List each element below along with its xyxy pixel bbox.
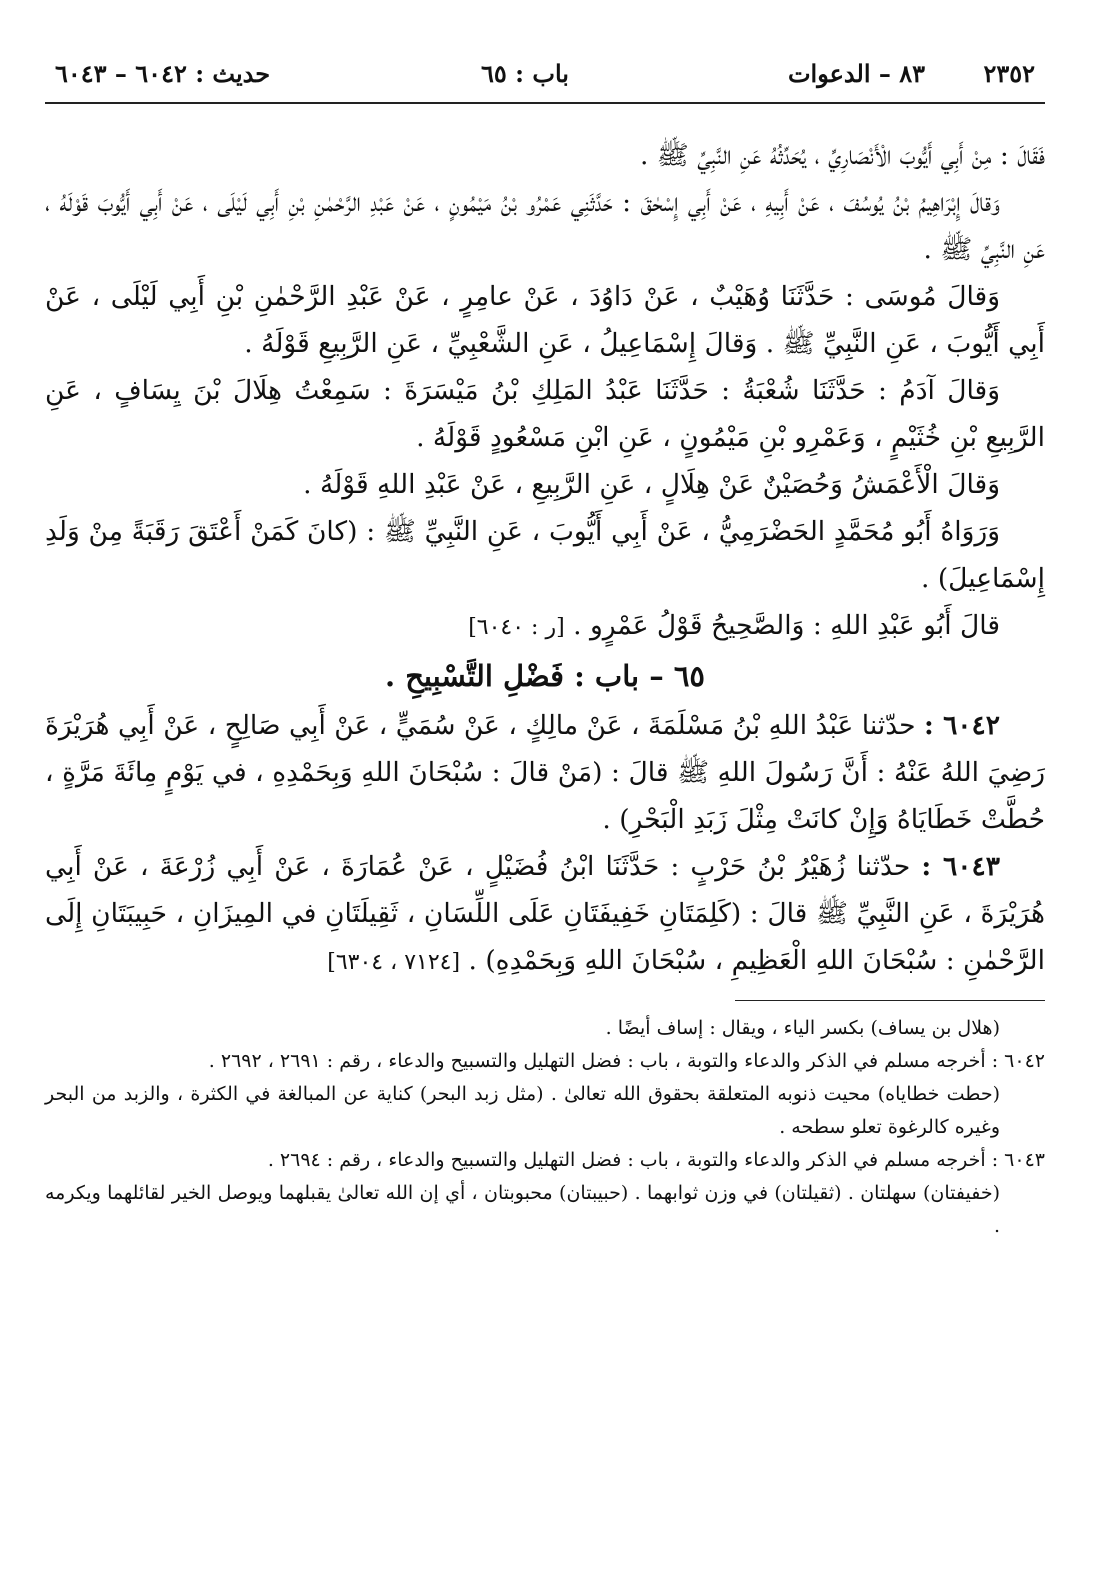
paragraph: فَقَالَ : مِنْ أَبِي أَيُّوبَ الْأَنْصَارِيِّ ، يُحَدِّثُهُ عَنِ النَّبِيِّ ﷺ . xyxy=(639,140,1045,171)
hadith-text: حدّثنا زُهَيْرُ بْنُ حَرْبٍ : حَدَّثَنَا ابْنُ فُضَيْلٍ ، عَنْ عُمَارَةَ ، عَنْ أَبِي زُرْعَةَ ، عَنْ أَبِي هُرَيْرَةَ ، عَنِ النَّبِيِّ ﷺ قالَ : (كَلِمَتَانِ خَفِيفَتَانِ عَلَى اللِّسَانِ ، ثَقِيلَتَانِ في المِيزَانِ ، حَبِيبَتَانِ إِلَى الرَّحْمٰنِ : سُبْحَانَ اللهِ الْعَظِيمِ ، سُبْحَانَ اللهِ وَبِحَمْدِهِ) . xyxy=(45,851,1045,976)
statement: قالَ أَبُو عَبْدِ اللهِ : وَالصَّحِيحُ قَوْلُ عَمْرٍو . xyxy=(573,610,1000,641)
footnote: ٦٠٤٢ : أخرجه مسلم في الذكر والدعاء والتوبة ، باب : فضل التهليل والتسبيح والدعاء ، رقم : ٢٦٩١ ، ٢٦٩٢ . xyxy=(208,1050,1045,1072)
paragraph: وَرَوَاهُ أَبُو مُحَمَّدٍ الحَضْرَمِيُّ ، عَنْ أَبِي أَيُّوبَ ، عَنِ النَّبِيِّ ﷺ : (كانَ كَمَنْ أَعْتَقَ رَقَبَةً مِنْ وَلَدِ إِسْمَاعِيلَ) . xyxy=(45,516,1045,594)
paragraph: وَقالَ الْأَعْمَشُ وَحُصَيْنٌ عَنْ هِلَالٍ ، عَنِ الرَّبِيعِ ، عَنْ عَبْدِ اللهِ قَوْلَهُ . xyxy=(303,469,1000,500)
hadith-6043 xyxy=(45,843,1045,986)
hadith-range: حديث : ٦٠٤٢ – ٦٠٤٣ xyxy=(55,58,271,88)
hadith-6042 xyxy=(45,702,1045,843)
chapter-title: ٨٣ – الدعوات xyxy=(787,58,925,88)
paragraph: وَقالَ إِبْرَاهِيمُ بْنُ يُوسُفَ ، عَنْ أَبِيهِ ، عَنْ أَبِي إِسْحٰقَ : حَدَّثَنِي عَمْرُو بْنُ مَيْمُونٍ ، عَنْ عَبْدِ الرَّحْمٰنِ بْنِ أَبِي لَيْلَى ، عَنْ أَبِي أَيُّوبَ قَوْلَهُ ، عَنِ النَّبِيِّ ﷺ . xyxy=(45,187,1045,265)
paragraph xyxy=(45,602,1045,651)
footnote: ٦٠٤٣ : أخرجه مسلم في الذكر والدعاء والتوبة ، باب : فضل التهليل والتسبيح والدعاء ، رقم : ٢٦٩٤ . xyxy=(267,1149,1045,1171)
running-header xyxy=(45,50,1045,104)
footnote: (هلال بن يساف) بكسر الياء ، ويقال : إساف أيضًا . xyxy=(605,1017,1000,1039)
cross-reference: [ر : ٦٠٤٠] xyxy=(468,615,565,640)
cross-reference: [٧١٢٤ ، ٦٣٠٤] xyxy=(327,950,461,975)
footnote: (خفيفتان) سهلتان . (ثقيلتان) في وزن ثوابهما . (حبيبتان) محبوبتان ، أي إن الله تعالىٰ يقبلهما ويوصل الخير لقائلهما ويكرمه . xyxy=(45,1182,1000,1237)
page-number: ٢٣٥٢ xyxy=(983,58,1035,88)
hadith-number: ٦٠٤٣ : xyxy=(921,851,1000,882)
hadith-number: ٦٠٤٢ : xyxy=(923,710,1000,741)
footnotes xyxy=(45,1012,1045,1243)
paragraph: وَقالَ آدَمُ : حَدَّثَنَا شُعْبَةُ : حَدَّثَنَا عَبْدُ المَلِكِ بْنُ مَيْسَرَةَ : سَمِعْتُ هِلَالَ بْنَ يِسَافٍ ، عَنِ الرَّبِيعِ بْنِ خُثَيْمٍ ، وَعَمْرِو بْنِ مَيْمُونٍ ، عَنِ ابْنِ مَسْعُودٍ قَوْلَهُ . xyxy=(45,375,1045,453)
bab-label: باب : ٦٥ xyxy=(481,58,569,88)
hadith-text: حدّثنا عَبْدُ اللهِ بْنُ مَسْلَمَةَ ، عَنْ مالِكٍ ، عَنْ سُمَيٍّ ، عَنْ أَبِي صَالِحٍ ، عَنْ أَبِي هُرَيْرَةَ رَضِيَ اللهُ عَنْهُ : أَنَّ رَسُولَ اللهِ ﷺ قالَ : (مَنْ قالَ : سُبْحَانَ اللهِ وَبِحَمْدِهِ ، في يَوْمٍ مِائَةَ مَرَّةٍ ، حُطَّتْ خَطَايَاهُ وَإِنْ كانَتْ مِثْلَ زَبَدِ الْبَحْرِ) . xyxy=(45,710,1045,835)
paragraph: وَقالَ مُوسَى : حَدَّثَنَا وُهَيْبٌ ، عَنْ دَاوُدَ ، عَنْ عامِرٍ ، عَنْ عَبْدِ الرَّحْمٰنِ بْنِ أَبِي لَيْلَى ، عَنْ أَبِي أَيُّوبَ ، عَنِ النَّبِيِّ ﷺ . وَقالَ إِسْمَاعِيلُ ، عَنِ الشَّعْبِيِّ ، عَنِ الرَّبِيعِ قَوْلَهُ . xyxy=(45,281,1045,359)
bab-title: ٦٥ – باب : فَضْلِ التَّسْبِيحِ . xyxy=(385,659,705,693)
footnote: (حطت خطاياه) محيت ذنوبه المتعلقة بحقوق الله تعالىٰ . (مثل زبد البحر) كناية عن المبالغة في الكثرة ، والزبد من البحر وغيره كالرغوة تعلو سطحه . xyxy=(45,1083,1000,1138)
main-text xyxy=(45,132,1045,986)
